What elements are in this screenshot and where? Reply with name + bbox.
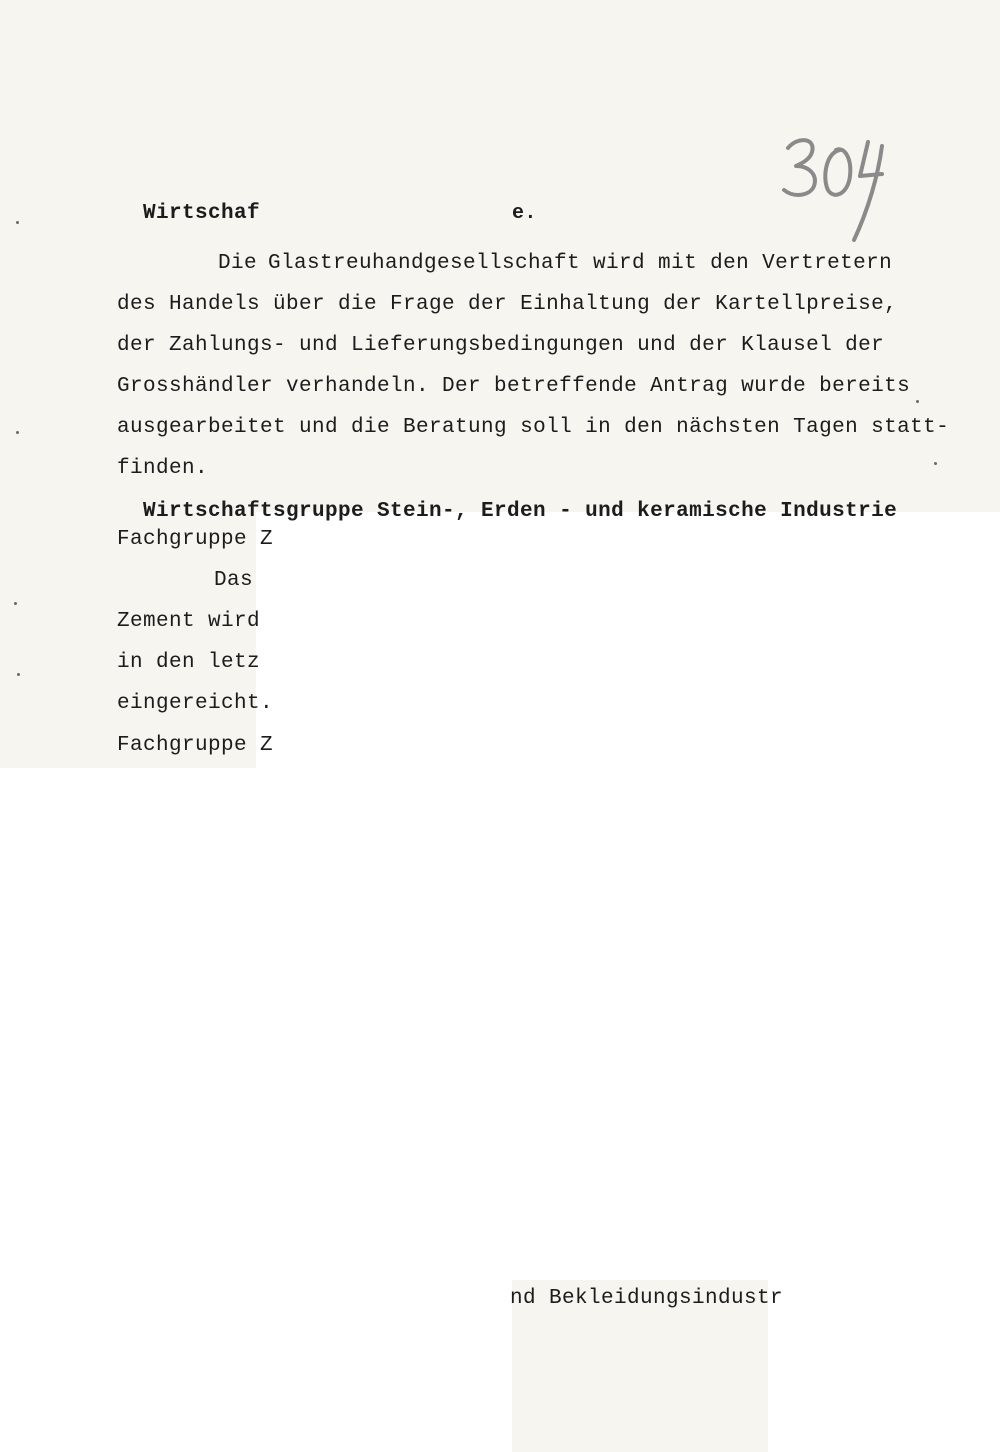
paragraph-1-line-1: Glastreuhandgesellschaft wird mit den Vertretern bbox=[268, 252, 893, 275]
paragraph-2-line-2: Zement wird bbox=[117, 610, 261, 633]
subheading-2: Fachgruppe Z bbox=[117, 528, 274, 551]
paragraph-2-line-5: Fachgruppe Z bbox=[117, 734, 274, 757]
paragraph-2-line-3: in den letz bbox=[117, 651, 261, 674]
heading-1-right: e. bbox=[512, 202, 537, 225]
paper-speck bbox=[934, 462, 937, 465]
paragraph-1-line-3: der Zahlungs- und Lieferungsbedingungen und der Klausel der bbox=[117, 334, 885, 357]
bottom-fragment-line: nd Bekleidungsindustr bbox=[510, 1287, 784, 1310]
paper-speck bbox=[16, 431, 19, 434]
paragraph-1-line-6: finden. bbox=[117, 457, 209, 480]
paragraph-2-line-4: eingereicht. bbox=[117, 692, 274, 715]
paragraph-2-line-1: Das bbox=[214, 569, 254, 592]
paragraph-1-line-5: ausgearbeitet und die Beratung soll in den nächsten Tagen statt- bbox=[117, 416, 950, 439]
paragraph-1-line-1-lead: Die bbox=[218, 252, 258, 275]
paragraph-1-line-4: Grosshändler verhandeln. Der betreffende Antrag wurde bereits bbox=[117, 375, 911, 398]
paper-speck bbox=[17, 673, 20, 676]
paragraph-1-line-2: des Handels über die Frage der Einhaltung der Kartellpreise, bbox=[117, 293, 898, 316]
paper-speck bbox=[916, 400, 919, 403]
paper-speck bbox=[16, 221, 19, 224]
heading-1-left: Wirtschaf bbox=[143, 202, 261, 225]
heading-2: Wirtschaftsgruppe Stein-, Erden - und keramische Industrie bbox=[143, 500, 898, 523]
paper-speck bbox=[14, 602, 17, 605]
handwritten-page-number bbox=[778, 128, 888, 248]
